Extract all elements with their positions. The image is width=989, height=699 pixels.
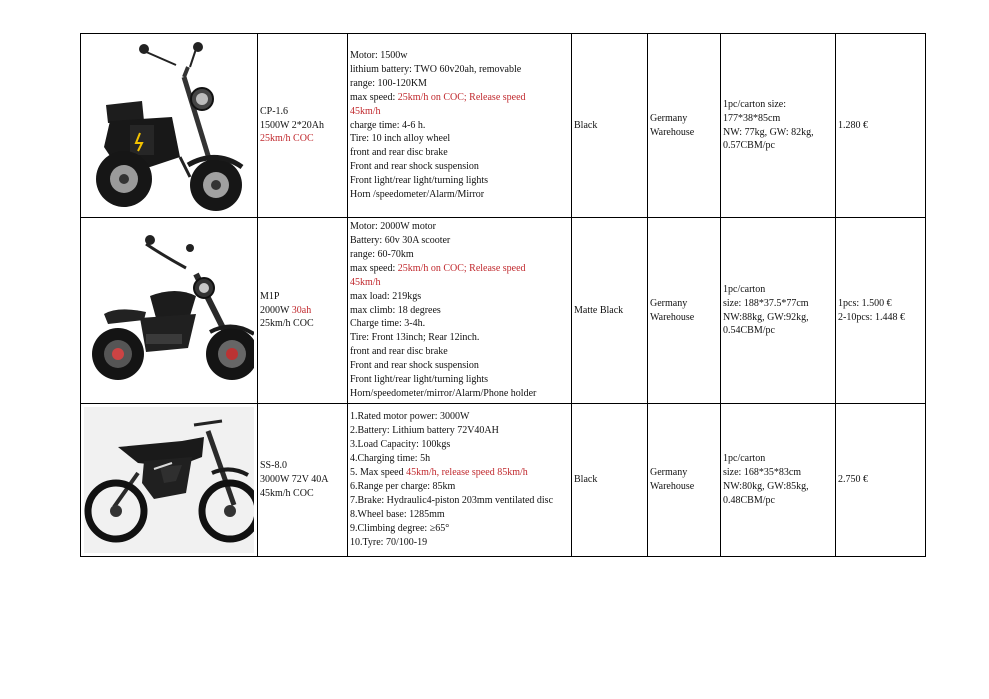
spec-line: range: 60-70km [350,248,414,260]
spec-line: Front and rear shock suspension [350,161,479,173]
spec-line: Front light/rear light/turning lights [350,175,489,187]
model-cell [258,404,348,557]
spec-line: 3.Load Capacity: 100kgs [350,439,451,451]
table-row [81,34,926,218]
model-power-text: 2000W [260,304,292,316]
warehouse-line: Warehouse [650,481,695,492]
model-cell [258,218,348,404]
table-row [81,404,926,557]
spec-line: Tire: Front 13inch; Rear 12inch. [350,332,480,344]
warehouse-line: Germany [650,297,688,309]
model-power: 1500W 2*20Ah [260,119,324,131]
spec-line: Motor: 2000W motor [350,221,436,233]
dirt-bike-image [84,407,254,553]
spec-line: front and rear disc brake [350,147,448,159]
spec-highlight: 45km/h, release speed 85km/h [406,467,528,479]
packing-line: 1pc/carton size: [723,98,787,110]
spec-line: Horn /speedometer/Alarm/Mirror [350,189,485,201]
spec-line: 1.Rated motor power: 3000W [350,411,470,423]
spec-line: 7.Brake: Hydraulic4-piston 203mm ventilated disc [350,494,554,506]
model-name: CP-1.6 [260,105,289,117]
warehouse-line: Warehouse [650,126,695,138]
spec-line [350,91,569,105]
color-cell: Black [572,404,648,557]
chopper-scooter-image [84,222,254,400]
spec-line: front and rear disc brake [350,346,448,358]
spec-line: Front light/rear light/turning lights [350,374,489,386]
price-cell [836,218,926,404]
packing-line: 0.54CBM/pc [723,325,775,337]
spec-highlight: 25km/h on COC; Release speed [397,91,526,103]
spec-line: Horn/speedometer/mirror/Alarm/Phone holder [350,387,537,399]
packing-line: size: 188*37.5*77cm [723,297,809,309]
price-line: 1pcs: 1.500 € [838,297,892,309]
spec-line: Motor: 1500w [350,50,408,62]
spec-line: lithium battery: TWO 60v20ah, removable [350,63,522,75]
spec-label: max speed: [350,91,398,103]
spec-line: max climb: 18 degrees [350,304,441,316]
warehouse-line: Warehouse [650,311,695,323]
warehouse-cell [648,34,721,218]
packing-line: NW:88kg, GW:92kg, [723,311,809,323]
product-image-cell [81,218,258,404]
warehouse-line: Germany [650,467,688,479]
packing-line: 0.57CBM/pc [723,140,775,152]
scooter-image [84,37,254,215]
packing-line: NW:80kg, GW:85kg, [723,481,809,492]
spec-highlight: 45km/h [350,276,381,288]
packing-cell [721,34,836,218]
spec-line: max load: 219kgs [350,290,422,302]
spec-line: Battery: 60v 30A scooter [350,235,451,247]
price-line: 2-10pcs: 1.448 € [838,311,905,323]
packing-line: size: 168*35*83cm [723,467,802,479]
spec-highlight: 45km/h [350,105,381,117]
table-row [81,218,926,404]
packing-cell [721,218,836,404]
product-image-cell [81,34,258,218]
spec-line: 10.Tyre: 70/100-19 [350,536,428,548]
product-image-cell [81,404,258,557]
packing-line: 1pc/carton [723,453,766,465]
warehouse-cell [648,218,721,404]
color-cell: Black [572,34,648,218]
model-cell [258,34,348,218]
warehouse-line: Germany [650,112,688,124]
spec-highlight: 25km/h on COC; Release speed [397,262,526,274]
spec-label: 5. Max speed [350,467,407,479]
model-speed: 45km/h COC [260,487,314,499]
spec-line: 6.Range per charge: 85km [350,481,456,492]
packing-line: 0.48CBM/pc [723,494,775,506]
spec-line: Tire: 10 inch alloy wheel [350,133,451,145]
spec-line: 4.Charging time: 5h [350,453,431,465]
spec-cell [348,34,572,218]
product-table [80,33,926,557]
spec-line: 8.Wheel base: 1285mm [350,508,445,520]
color-cell: Matte Black [572,218,648,404]
packing-line: 1pc/carton [723,283,766,295]
packing-line: NW: 77kg, GW: 82kg, [723,126,814,138]
model-speed: 25km/h COC [260,318,314,330]
spec-line [350,262,569,276]
spec-line: range: 100-120KM [350,77,427,89]
price-line: 1.280 € [838,119,868,131]
price-cell [836,404,926,557]
spec-line: 2.Battery: Lithium battery 72V40AH [350,425,499,437]
spec-label: max speed: [350,262,398,274]
spec-cell [348,218,572,404]
warehouse-cell [648,404,721,557]
model-name: M1P [260,290,280,302]
model-capacity: 30ah [291,304,312,316]
model-speed: 25km/h COC [260,133,314,145]
spec-line: charge time: 4-6 h. [350,119,426,131]
spec-line: Front and rear shock suspension [350,360,479,372]
packing-cell [721,404,836,557]
model-name: SS-8.0 [260,460,287,472]
spec-line [350,466,569,480]
model-power: 3000W 72V 40A [260,474,329,486]
price-line: 2.750 € [838,474,868,486]
packing-line: 177*38*85cm [723,112,781,124]
spec-cell [348,404,572,557]
spec-line: Charge time: 3-4h. [350,318,426,330]
price-cell [836,34,926,218]
model-power [260,304,345,318]
spec-line: 9.Climbing degree: ≥65° [350,522,450,534]
